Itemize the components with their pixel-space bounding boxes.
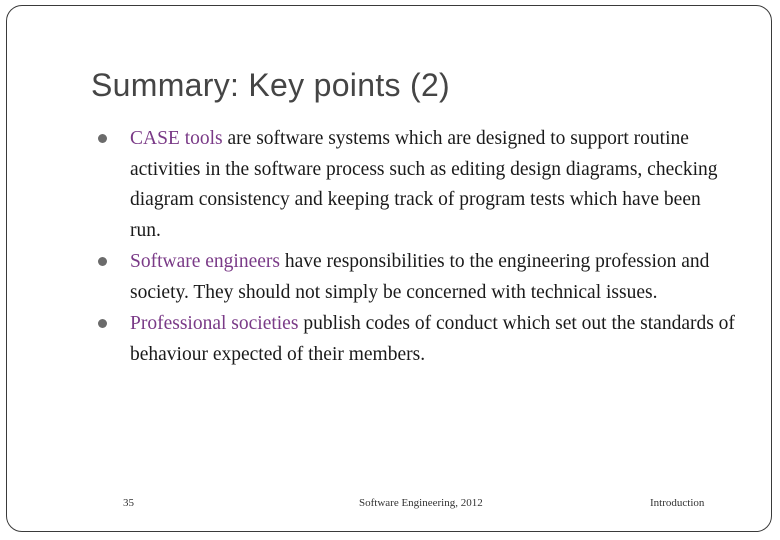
footer-course: Software Engineering, 2012 bbox=[359, 497, 483, 509]
footer-section: Introduction bbox=[650, 497, 705, 509]
bullet-text: have responsibilities to the engineering profession and society. They should not simply be concerned with technical issues. bbox=[130, 251, 710, 303]
bullet-term: Professional societies bbox=[130, 313, 299, 334]
bullet-item-case-tools bbox=[95, 124, 735, 246]
page-number: 35 bbox=[123, 497, 134, 509]
slide-frame bbox=[6, 5, 772, 532]
bullet-list bbox=[95, 124, 735, 370]
slide-title: Summary: Key points (2) bbox=[91, 67, 451, 103]
circle-bullet-icon bbox=[98, 257, 107, 266]
bullet-item-professional-societies bbox=[95, 309, 735, 370]
bullet-term: CASE tools bbox=[130, 128, 223, 149]
circle-bullet-icon bbox=[98, 134, 107, 143]
bullet-text: are software systems which are designed to support routine activities in the software process such as editing design diagrams, checking diagram consistency and keeping track of program tests which have been run. bbox=[130, 128, 718, 241]
bullet-term: Software engineers bbox=[130, 251, 280, 272]
bullet-item-software-engineers bbox=[95, 247, 735, 308]
circle-bullet-icon bbox=[98, 319, 107, 328]
bullet-text: publish codes of conduct which set out the standards of behaviour expected of their members. bbox=[130, 313, 735, 365]
